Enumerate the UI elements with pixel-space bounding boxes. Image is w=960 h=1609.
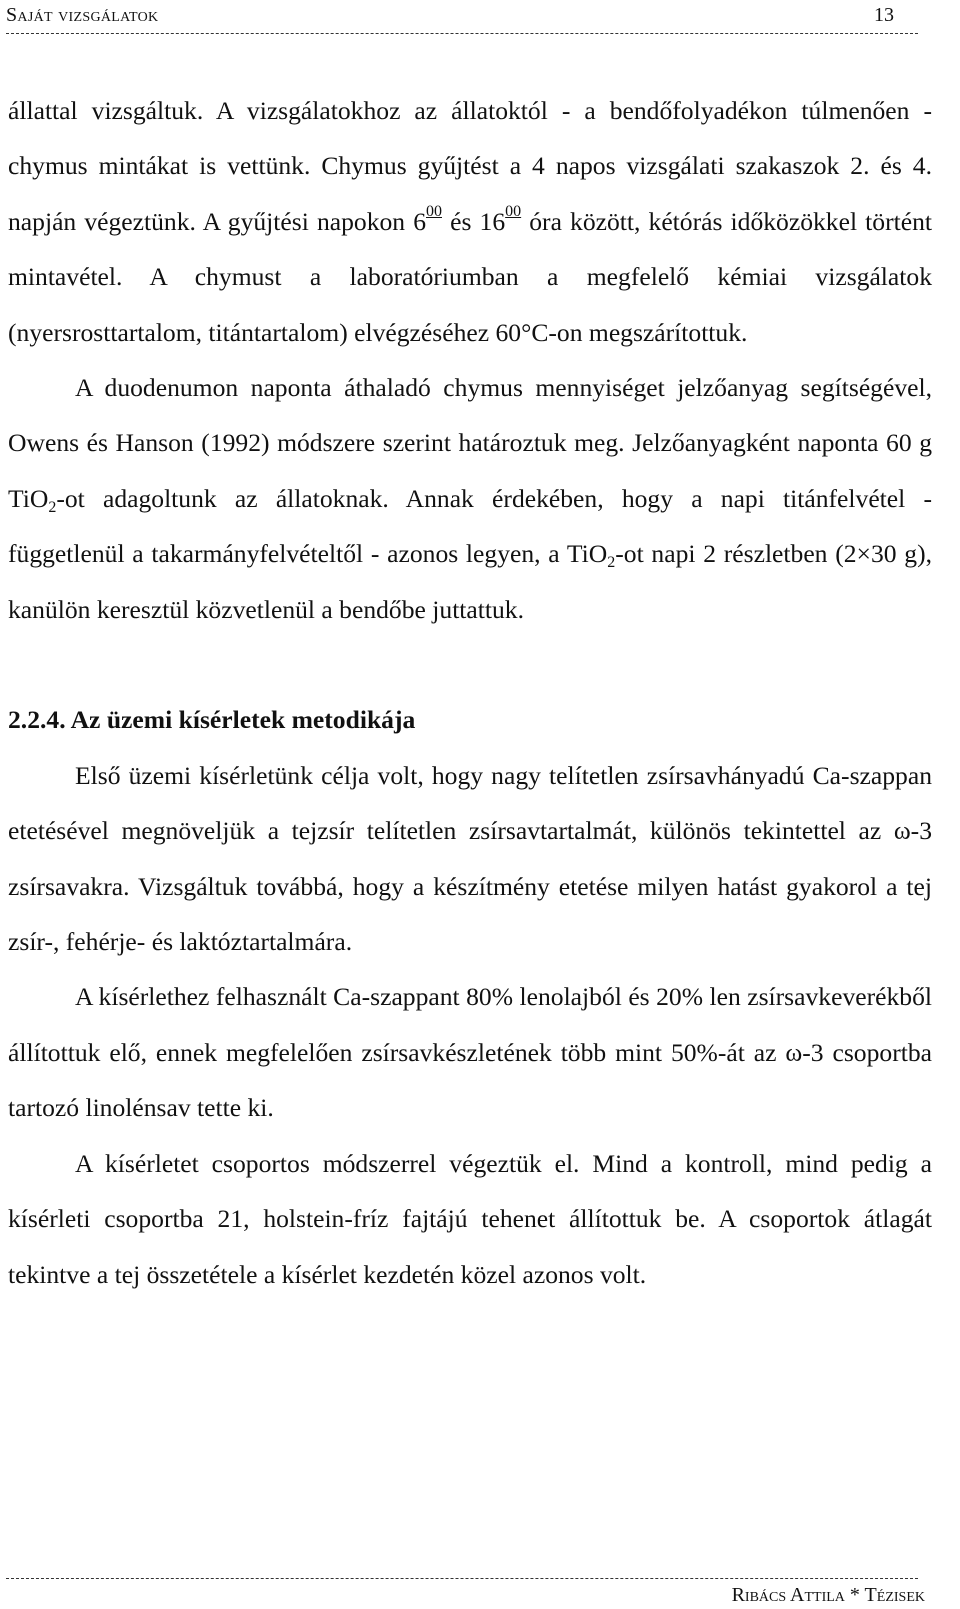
paragraph-group-method: A kísérletet csoportos módszerrel végeztük el. Mind a kontroll, mind pedig a kísérleti csoportba 21, holstein-fríz fajtájú tehenet állítottuk be. A csoportok átlagát tekintve a tej összetétele a kísérlet kezdetén közel azonos volt.	[8, 1148, 932, 1289]
running-footer-author: Ribács Attila * Tézisek	[731, 1584, 925, 1606]
paragraph-text: A duodenumon naponta áthaladó chymus mennyiséget jelzőanyag segítségével, Owens és Hanson (1992) módszere szerint határoztuk meg. Jelzőanyagként naponta 60 g TiO	[8, 373, 932, 513]
time-superscript: 00	[426, 202, 442, 220]
time-superscript: 00	[505, 202, 522, 220]
page-number: 13	[874, 4, 894, 26]
section-spacer	[8, 637, 932, 692]
paragraph-text: -ot adagoltunk az állatoknak. Annak érdekében, hogy a napi titánfelvétel - függetlenül a takarmányfelvételtől - azonos legyen, a TiO	[8, 483, 932, 569]
paragraph-text: -ot napi 2 részletben (2×30 g), kanülön keresztül közvetlenül a bendőbe juttattuk.	[8, 539, 933, 624]
running-header-section: Saját vizsgálatok	[6, 4, 159, 26]
paragraph-experiment-goal: Első üzemi kísérletünk célja volt, hogy nagy telítetlen zsírsavhányadú Ca-szappan etetésével megnöveljük a tejzsír telítetlen zsírsavtartalmát, különös tekintettel az ω-3 zsírsavakra. Vizsgáltuk továbbá, hogy a készítmény etetése milyen hatást gyakorol a tej zsír-, fehérje- és laktóztartalmára.	[8, 760, 932, 957]
section-heading: 2.2.4. Az üzemi kísérletek metodikája	[8, 705, 416, 735]
header-divider	[6, 33, 918, 34]
paragraph-text: óra között, kétórás időközökkel történt mintavétel. A chymust a laboratóriumban a megfelelő kémiai vizsgálatok (nyersrosttartalom, titántartalom) elvégzéséhez 60°C-on megszárítottuk.	[8, 206, 932, 347]
formula-subscript: 2	[48, 498, 57, 516]
paragraph-marker-method	[8, 360, 932, 637]
body-text	[8, 83, 932, 1302]
paragraph-text: és 16	[442, 206, 506, 236]
paragraph-chymus-sampling	[8, 83, 932, 360]
formula-subscript: 2	[607, 554, 616, 572]
footer-divider	[6, 1578, 918, 1579]
paragraph-ca-soap: A kísérlethez felhasznált Ca-szappant 80% lenolajból és 20% len zsírsavkeverékből állítottuk elő, ennek megfelelően zsírsavkészletének több mint 50%-át az ω-3 csoportba tartozó linolénsav tette ki.	[8, 982, 932, 1123]
paragraph-text: állattal vizsgáltuk. A vizsgálatokhoz az állatoktól - a bendőfolyadékon túlmenően - chymus mintákat is vettünk. Chymus gyűjtést a 4 napos vizsgálati szakaszok 2. és 4. napján végeztünk. A gyűjtési napokon 6	[8, 96, 932, 236]
